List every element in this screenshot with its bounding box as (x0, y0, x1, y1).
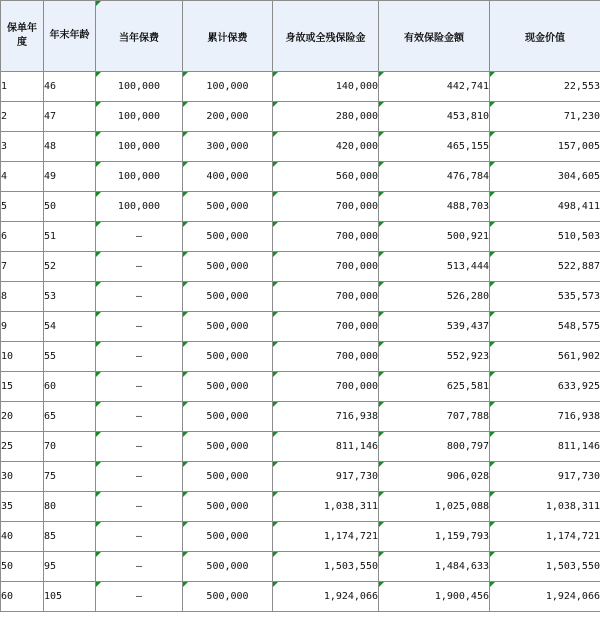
cell-death-benefit: 700,000 (273, 222, 379, 252)
cell-death-benefit: 716,938 (273, 402, 379, 432)
table-row (1, 282, 600, 312)
cell-age: 47 (44, 102, 96, 132)
cell-cumulative-premium: 500,000 (183, 402, 273, 432)
cell-cumulative-premium: 500,000 (183, 372, 273, 402)
cell-cash-value: 811,146 (490, 432, 600, 462)
cell-policy-year: 2 (1, 102, 44, 132)
cell-effective-sum: 476,784 (379, 162, 490, 192)
cell-age: 65 (44, 402, 96, 432)
cell-effective-sum: 625,581 (379, 372, 490, 402)
cell-death-benefit: 1,038,311 (273, 492, 379, 522)
table-row (1, 552, 600, 582)
cell-death-benefit: 700,000 (273, 192, 379, 222)
cell-cumulative-premium: 500,000 (183, 312, 273, 342)
cell-annual-premium: — (96, 552, 183, 582)
cell-cumulative-premium: 500,000 (183, 222, 273, 252)
cell-policy-year: 10 (1, 342, 44, 372)
cell-age: 52 (44, 252, 96, 282)
cell-age: 95 (44, 552, 96, 582)
cell-cash-value: 548,575 (490, 312, 600, 342)
cell-age: 49 (44, 162, 96, 192)
cell-policy-year: 1 (1, 72, 44, 102)
cell-cash-value: 22,553 (490, 72, 600, 102)
cell-policy-year: 25 (1, 432, 44, 462)
cell-cash-value: 535,573 (490, 282, 600, 312)
cell-age: 60 (44, 372, 96, 402)
cell-death-benefit: 280,000 (273, 102, 379, 132)
table-header-row (1, 1, 600, 72)
table-row (1, 132, 600, 162)
cell-age: 46 (44, 72, 96, 102)
cell-cumulative-premium: 500,000 (183, 552, 273, 582)
cell-age: 55 (44, 342, 96, 372)
cell-effective-sum: 488,703 (379, 192, 490, 222)
cell-annual-premium: — (96, 342, 183, 372)
cell-age: 51 (44, 222, 96, 252)
cell-annual-premium: — (96, 462, 183, 492)
cell-death-benefit: 1,503,550 (273, 552, 379, 582)
cell-cumulative-premium: 500,000 (183, 462, 273, 492)
cell-age: 54 (44, 312, 96, 342)
cell-cash-value: 1,924,066 (490, 582, 600, 612)
cell-annual-premium: — (96, 522, 183, 552)
cell-annual-premium: 100,000 (96, 102, 183, 132)
cell-death-benefit: 140,000 (273, 72, 379, 102)
cell-cumulative-premium: 500,000 (183, 582, 273, 612)
cell-death-benefit: 700,000 (273, 282, 379, 312)
header-age-end: 年末年龄 (44, 1, 96, 72)
table-row (1, 192, 600, 222)
cell-effective-sum: 526,280 (379, 282, 490, 312)
cell-cumulative-premium: 500,000 (183, 252, 273, 282)
cell-cumulative-premium: 500,000 (183, 342, 273, 372)
cell-effective-sum: 539,437 (379, 312, 490, 342)
cell-death-benefit: 700,000 (273, 252, 379, 282)
cell-cash-value: 157,005 (490, 132, 600, 162)
cell-policy-year: 9 (1, 312, 44, 342)
cell-policy-year: 8 (1, 282, 44, 312)
cell-policy-year: 5 (1, 192, 44, 222)
cell-effective-sum: 1,159,793 (379, 522, 490, 552)
cell-cumulative-premium: 300,000 (183, 132, 273, 162)
cell-death-benefit: 1,174,721 (273, 522, 379, 552)
cell-death-benefit: 917,730 (273, 462, 379, 492)
cell-effective-sum: 1,025,088 (379, 492, 490, 522)
cell-cash-value: 1,174,721 (490, 522, 600, 552)
table-row (1, 372, 600, 402)
cell-age: 48 (44, 132, 96, 162)
cell-annual-premium: 100,000 (96, 192, 183, 222)
cell-annual-premium: — (96, 432, 183, 462)
cell-cumulative-premium: 200,000 (183, 102, 273, 132)
cell-policy-year: 15 (1, 372, 44, 402)
cell-annual-premium: — (96, 372, 183, 402)
cell-policy-year: 35 (1, 492, 44, 522)
header-effective-sum: 有效保险金额 (379, 1, 490, 72)
cell-policy-year: 6 (1, 222, 44, 252)
cell-age: 70 (44, 432, 96, 462)
cell-death-benefit: 1,924,066 (273, 582, 379, 612)
table-row (1, 342, 600, 372)
cell-effective-sum: 1,484,633 (379, 552, 490, 582)
cell-cash-value: 71,230 (490, 102, 600, 132)
cell-annual-premium: — (96, 582, 183, 612)
cell-annual-premium: — (96, 402, 183, 432)
cell-cash-value: 498,411 (490, 192, 600, 222)
cell-policy-year: 7 (1, 252, 44, 282)
cell-cumulative-premium: 500,000 (183, 432, 273, 462)
cell-cumulative-premium: 500,000 (183, 522, 273, 552)
header-policy-year: 保单年度 (1, 1, 44, 72)
cell-cumulative-premium: 500,000 (183, 492, 273, 522)
cell-death-benefit: 700,000 (273, 372, 379, 402)
header-death-benefit: 身故或全残保险金 (273, 1, 379, 72)
cell-death-benefit: 811,146 (273, 432, 379, 462)
table-row (1, 492, 600, 522)
cell-death-benefit: 700,000 (273, 342, 379, 372)
cell-cash-value: 522,887 (490, 252, 600, 282)
header-cumulative-premium: 累计保费 (183, 1, 273, 72)
cell-age: 50 (44, 192, 96, 222)
cell-annual-premium: 100,000 (96, 132, 183, 162)
cell-effective-sum: 1,900,456 (379, 582, 490, 612)
table-row (1, 72, 600, 102)
cell-cash-value: 917,730 (490, 462, 600, 492)
cell-annual-premium: — (96, 252, 183, 282)
cell-age: 75 (44, 462, 96, 492)
cell-cash-value: 561,902 (490, 342, 600, 372)
cell-effective-sum: 707,788 (379, 402, 490, 432)
cell-cumulative-premium: 100,000 (183, 72, 273, 102)
cell-effective-sum: 442,741 (379, 72, 490, 102)
cell-policy-year: 60 (1, 582, 44, 612)
table-row (1, 462, 600, 492)
cell-effective-sum: 500,921 (379, 222, 490, 252)
cell-cash-value: 510,503 (490, 222, 600, 252)
cell-cash-value: 633,925 (490, 372, 600, 402)
cell-effective-sum: 906,028 (379, 462, 490, 492)
cell-death-benefit: 560,000 (273, 162, 379, 192)
cell-annual-premium: — (96, 222, 183, 252)
table-row (1, 252, 600, 282)
table-row (1, 522, 600, 552)
cell-effective-sum: 800,797 (379, 432, 490, 462)
table-body (1, 72, 600, 612)
cell-effective-sum: 552,923 (379, 342, 490, 372)
table-row (1, 582, 600, 612)
table-row (1, 222, 600, 252)
cell-age: 53 (44, 282, 96, 312)
cell-policy-year: 4 (1, 162, 44, 192)
cell-age: 85 (44, 522, 96, 552)
cell-death-benefit: 420,000 (273, 132, 379, 162)
cell-effective-sum: 513,444 (379, 252, 490, 282)
cell-age: 80 (44, 492, 96, 522)
table-row (1, 162, 600, 192)
cell-cumulative-premium: 500,000 (183, 192, 273, 222)
header-annual-premium: 当年保费 (96, 1, 183, 72)
cell-policy-year: 40 (1, 522, 44, 552)
header-cash-value: 现金价值 (490, 1, 600, 72)
cell-cumulative-premium: 400,000 (183, 162, 273, 192)
cell-policy-year: 30 (1, 462, 44, 492)
cell-policy-year: 3 (1, 132, 44, 162)
table-row (1, 432, 600, 462)
cell-annual-premium: 100,000 (96, 72, 183, 102)
cell-age: 105 (44, 582, 96, 612)
cell-cash-value: 716,938 (490, 402, 600, 432)
cell-annual-premium: — (96, 282, 183, 312)
cell-policy-year: 20 (1, 402, 44, 432)
cell-effective-sum: 465,155 (379, 132, 490, 162)
cell-effective-sum: 453,810 (379, 102, 490, 132)
cell-death-benefit: 700,000 (273, 312, 379, 342)
cell-cash-value: 1,503,550 (490, 552, 600, 582)
cell-annual-premium: 100,000 (96, 162, 183, 192)
table-row (1, 312, 600, 342)
table-row (1, 402, 600, 432)
cell-cash-value: 304,605 (490, 162, 600, 192)
table-row (1, 102, 600, 132)
cell-annual-premium: — (96, 492, 183, 522)
cell-cash-value: 1,038,311 (490, 492, 600, 522)
cell-annual-premium: — (96, 312, 183, 342)
cell-cumulative-premium: 500,000 (183, 282, 273, 312)
cell-policy-year: 50 (1, 552, 44, 582)
